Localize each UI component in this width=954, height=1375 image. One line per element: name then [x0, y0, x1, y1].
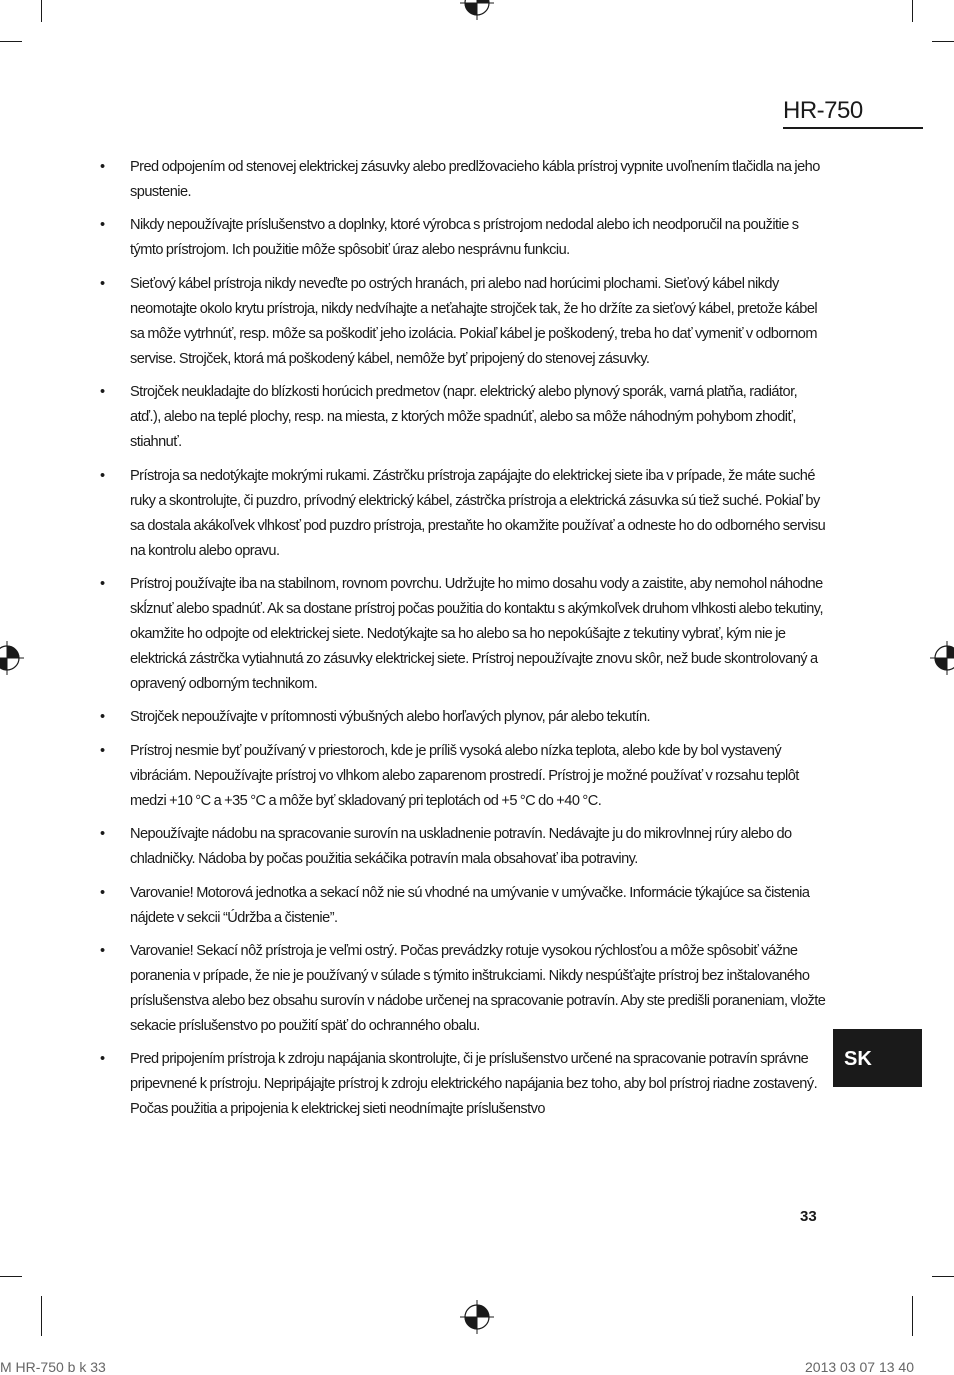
registration-mark-icon: [460, 1300, 494, 1334]
list-item: [100, 272, 828, 372]
list-item-text: Strojček nepoužívajte v prítomnosti výbušných alebo horľavých plynov, pár alebo tekutín.: [130, 709, 651, 726]
registration-mark-icon: [460, 0, 494, 20]
bullet-icon: •: [100, 575, 105, 592]
list-item-text: Varovanie! Motorová jednotka a sekací nôž nie sú vhodné na umývanie v umývačke. Informácie týkajúce sa čistenia nájdete v sekcii “Údržba a čistenie”.: [130, 884, 810, 926]
registration-mark-icon: [930, 641, 954, 675]
bullet-icon: •: [100, 217, 105, 234]
list-item: [100, 155, 828, 205]
list-item-text: Prístroj nesmie byť používaný v priestoroch, kde je príliš vysoká alebo nízka teplota, alebo kde by bol vystavený vibráciám. Nepoužívajte prístroj vo vlhkom alebo zaparenom prostredí. Prístroj je možné používať v rozsahu teplôt medzi +10 °C a +35 °C a môže byť skladovaný pri teplotách od +5 °C do +40 °C.: [130, 742, 799, 809]
list-item: [100, 939, 828, 1039]
list-item: [100, 464, 828, 564]
crop-mark: [0, 41, 22, 42]
model-heading: HR-750: [783, 96, 923, 129]
list-item: [100, 881, 828, 931]
bullet-icon: •: [100, 275, 105, 292]
list-item-text: Strojček neukladajte do blízkosti horúcich predmetov (napr. elektrický alebo plynový sporák, varná platňa, radiátor, atď.), alebo na teplé plochy, resp. na miesta, z ktorých môže spadnúť, alebo sa môže náhodným pohybom zhodiť, stiahnuť.: [130, 384, 798, 451]
list-item: [100, 380, 828, 455]
print-slug-right: 2013 03 07 13 40: [805, 1359, 914, 1375]
list-item-text: Sieťový kábel prístroja nikdy neveďte po ostrých hranách, pri alebo nad horúcimi plochami. Sieťový kábel nikdy neomotajte okolo krytu prístroja, nikdy nedvíhajte a neťahajte strojček tak, že ho držíte za sieťový kábel, pretože kábel sa môže vytrhnúť, resp. môže sa poškodiť jeho izolácia. Pokiaľ kábel je poškodený, treba ho dať vymeniť v odbornom servise. Strojček, ktorá má poškodený kábel, nemôže byť pripojený do stenovej zásuvky.: [130, 275, 818, 367]
list-item: [100, 705, 828, 730]
bullet-icon: •: [100, 159, 105, 175]
list-item: [100, 572, 828, 697]
crop-mark: [932, 41, 954, 42]
list-item-text: Prístroj používajte iba na stabilnom, rovnom povrchu. Udržujte ho mimo dosahu vody a zaistite, aby nemohol náhodne skĺznuť alebo spadnúť. Ak sa dostane prístroj počas použitia do kontaktu s akýmkoľvek druhom vlhkosti alebo tekutiny, okamžite ho odpojte od elektrickej siete. Nedotýkajte sa ho alebo sa ho nepokúšajte z tekutiny vybrať, kým nie je elektrická zástrčka vytiahnutá zo zásuvky elektrickej siete. Prístroj nepoužívajte znovu skôr, než bude skontrolovaný a opravený odborným technikom.: [130, 575, 823, 692]
bullet-icon: •: [100, 826, 105, 843]
bullet-icon: •: [100, 384, 105, 401]
bullet-icon: •: [100, 709, 105, 726]
bullet-icon: •: [100, 884, 105, 901]
language-tab-label: SK: [844, 1048, 872, 1070]
list-item-text: Prístroja sa nedotýkajte mokrými rukami. Zástrčku prístroja zapájajte do elektrickej siete iba v prípade, že máte suché ruky a skontrolujte, či puzdro, prívodný elektrický kábel, zástrčka prístroja a elektrická zásuvka sú tiež suché. Pokiaľ by sa dostala akákoľvek vlhkosť pod puzdro prístroja, prestaňte ho okamžite používať a odneste ho do odborného servisu na kontrolu alebo opravu.: [130, 467, 826, 559]
language-tab: [833, 1029, 922, 1087]
bullet-icon: •: [100, 942, 105, 959]
print-slug-left: M HR-750 b k 33: [0, 1359, 106, 1375]
bullet-icon: •: [100, 1051, 105, 1068]
crop-mark: [0, 1276, 22, 1277]
crop-mark: [41, 1296, 42, 1336]
list-item: [100, 1047, 828, 1122]
bullet-icon: •: [100, 742, 105, 759]
registration-mark-icon: [0, 641, 24, 675]
crop-mark: [932, 1276, 954, 1277]
list-item: [100, 739, 828, 814]
crop-mark: [41, 0, 42, 22]
safety-instructions-list: [100, 155, 828, 1131]
list-item-text: Pred odpojením od stenovej elektrickej zásuvky alebo predlžovacieho kábla prístroj vypnite uvoľnením tlačidla na jeho spustenie.: [130, 159, 820, 200]
list-item: [100, 213, 828, 263]
list-item-text: Varovanie! Sekací nôž prístroja je veľmi ostrý. Počas prevádzky rotuje vysokou rýchlosťou a môže spôsobiť vážne poranenia v prípade, že nie je používaný v súlade s týmito inštrukciami. Nikdy nespúšťajte prístroj bez inštalovaného príslušenstva alebo bez obsahu surovín v nádobe určenej na spracovanie potravín. Aby ste predišli poraneniam, vložte sekacie príslušenstvo po použití späť do ochranného obalu.: [130, 942, 826, 1034]
crop-mark: [912, 1296, 913, 1336]
crop-mark: [912, 0, 913, 22]
list-item-text: Nikdy nepoužívajte príslušenstvo a doplnky, ktoré výrobca s prístrojom nedodal alebo ich neodporučil na použitie s týmto prístrojom. Ich použitie môže spôsobiť úraz alebo nesprávnu funkciu.: [130, 217, 799, 259]
page-number: 33: [800, 1208, 817, 1225]
list-item-text: Nepoužívajte nádobu na spracovanie surovín na uskladnenie potravín. Nedávajte ju do mikrovlnnej rúry alebo do chladničky. Nádoba by počas použitia sekáčika potravín mala obsahovať iba potraviny.: [130, 826, 792, 868]
list-item: [100, 822, 828, 872]
list-item-text: Pred pripojením prístroja k zdroju napájania skontrolujte, či je príslušenstvo určené na spracovanie potravín správne pripevnené k prístroju. Nepripájajte prístroj k zdroju elektrického napájania bez toho, aby bol prístroj riadne zostavený. Počas použitia a pripojenia k elektrickej sieti neodnímajte príslušenstvo: [130, 1051, 818, 1118]
bullet-icon: •: [100, 467, 105, 484]
